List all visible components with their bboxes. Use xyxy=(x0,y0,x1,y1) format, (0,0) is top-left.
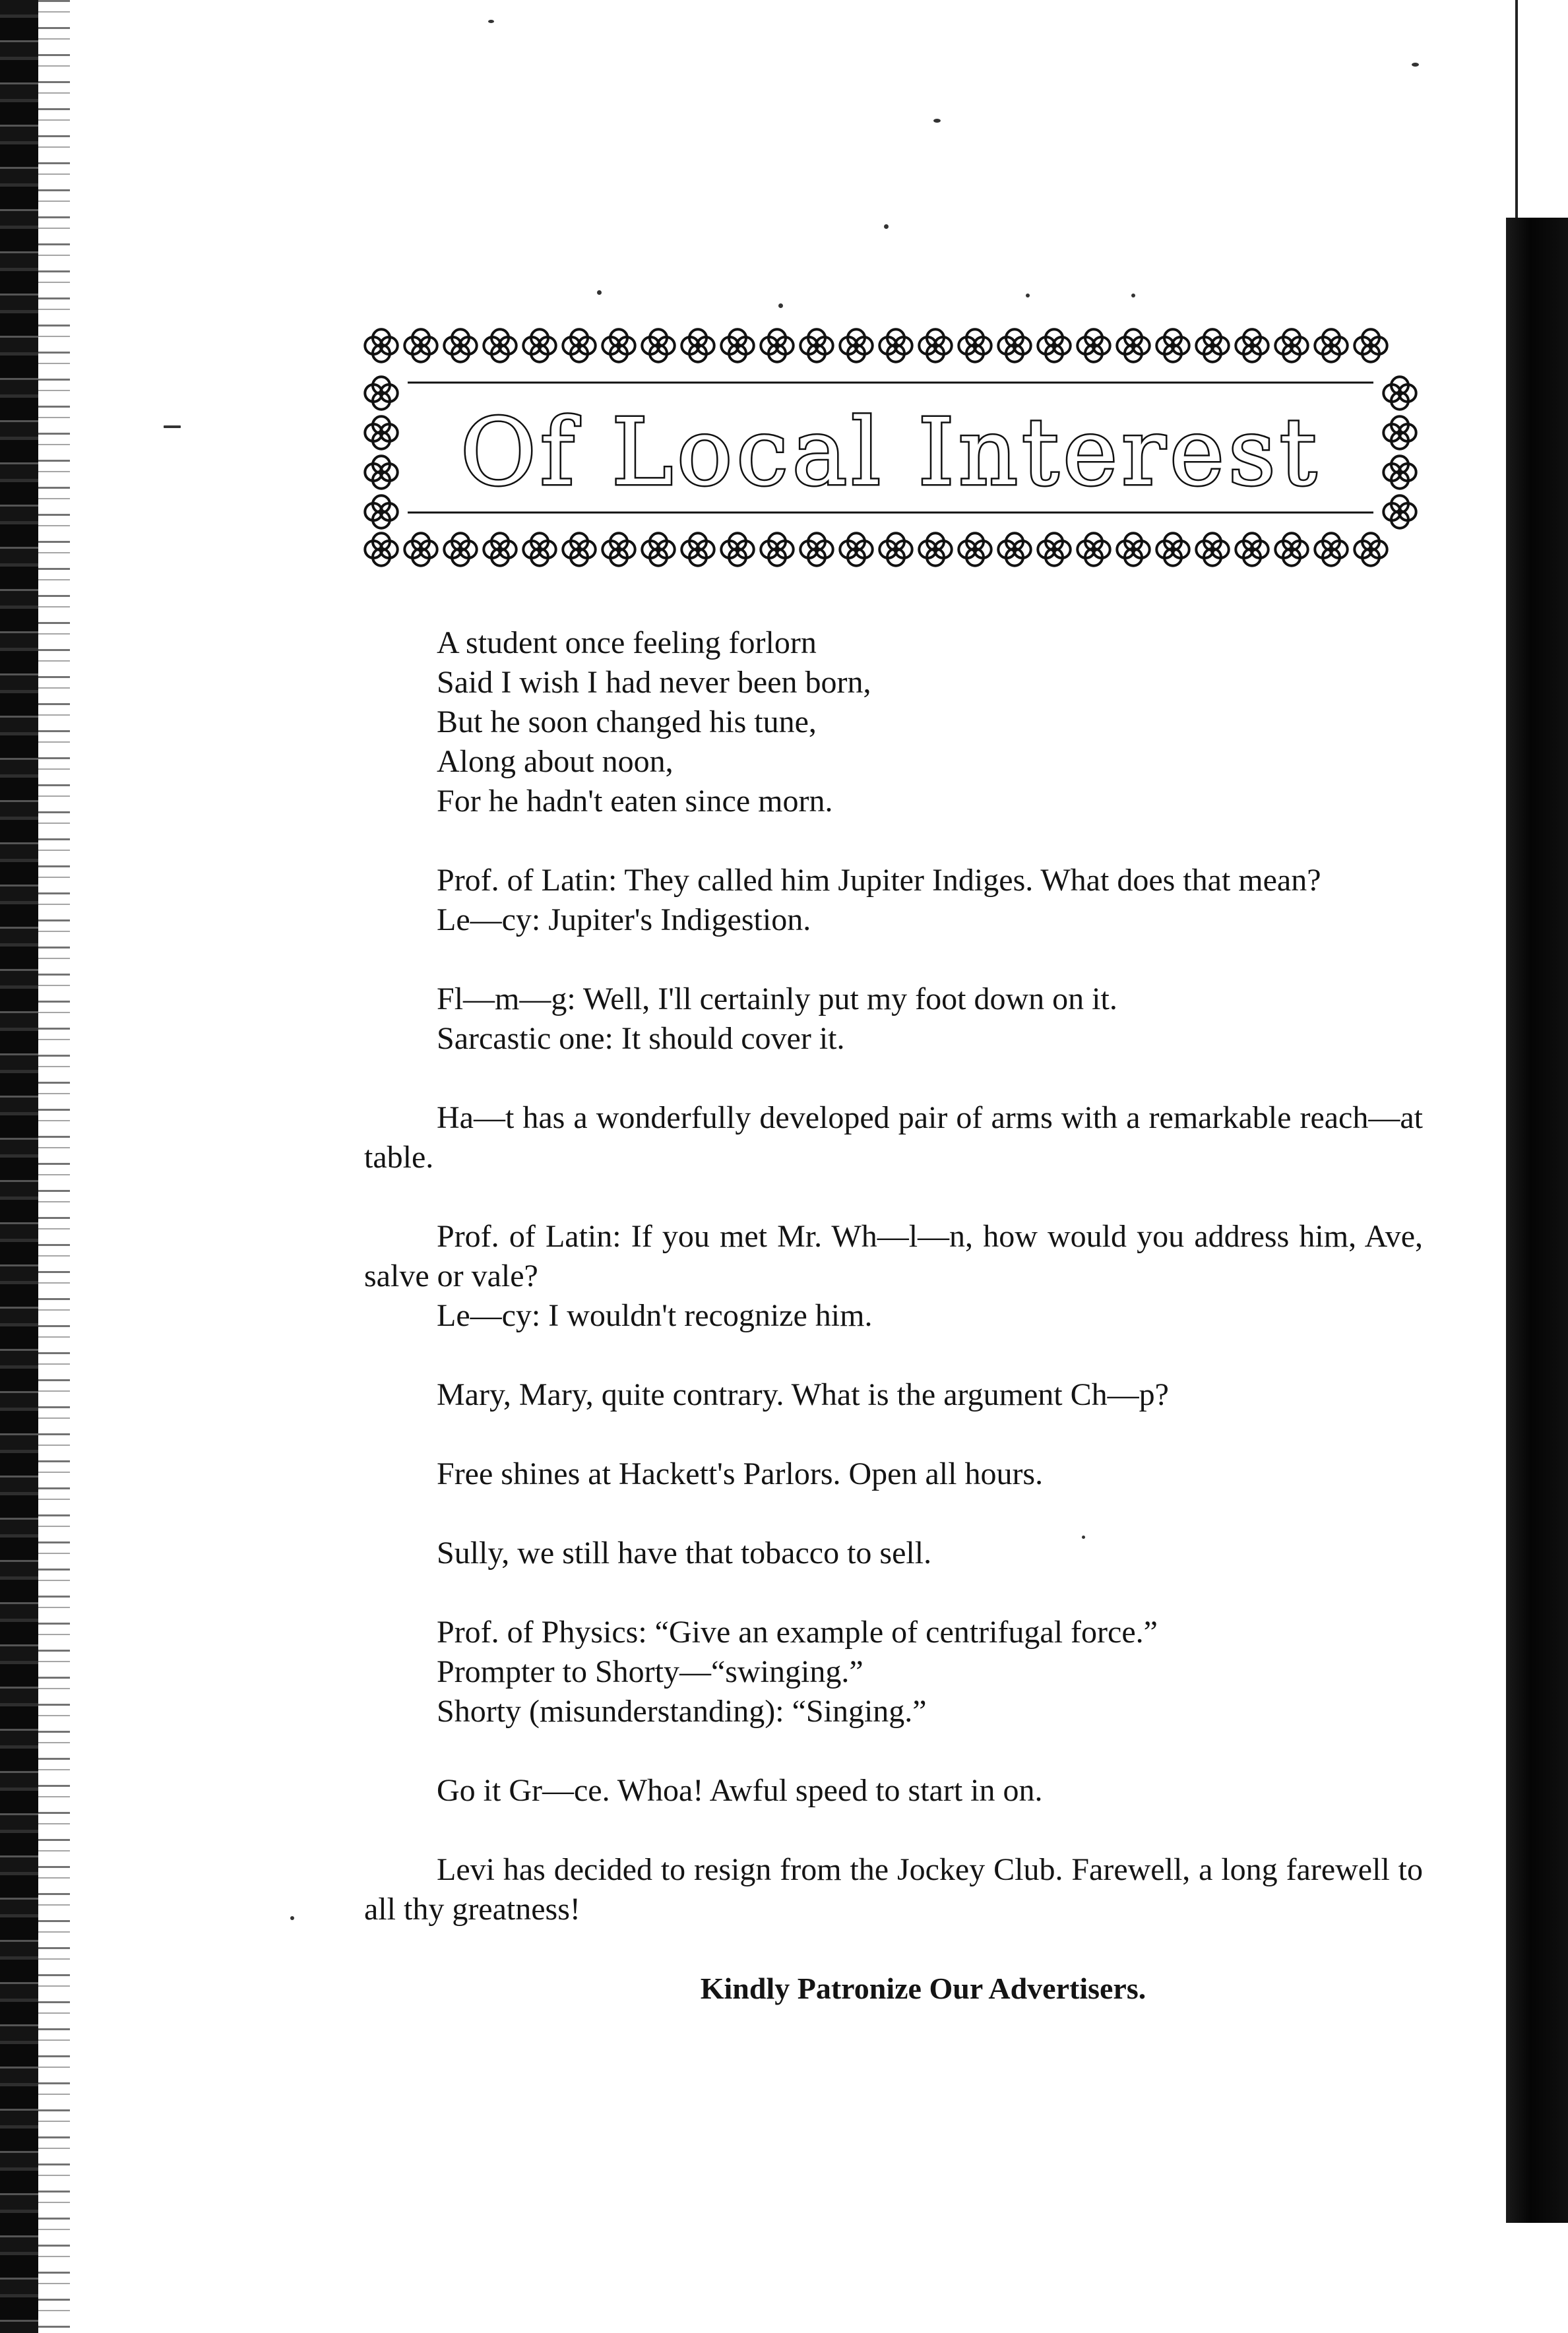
clover-ornament xyxy=(879,533,912,565)
limerick-line: For he hadn't eaten since morn. xyxy=(437,784,833,819)
print-speck xyxy=(488,20,494,23)
clover-ornament xyxy=(365,495,397,528)
print-speck xyxy=(884,224,889,229)
clover-ornament xyxy=(365,329,397,361)
clover-ornament xyxy=(1275,329,1307,361)
clover-ornament xyxy=(1038,533,1070,565)
clover-ornament xyxy=(721,329,753,361)
clover-ornament xyxy=(1236,533,1268,565)
print-speck xyxy=(1412,63,1419,67)
joke-line: Shorty (misunderstanding): “Singing.” xyxy=(437,1694,927,1729)
print-speck xyxy=(1131,294,1135,297)
joke-item xyxy=(364,1534,1423,1573)
joke-item xyxy=(364,1098,1423,1177)
clover-ornament xyxy=(484,533,516,565)
limerick xyxy=(364,623,1423,821)
clover-ornament xyxy=(563,329,595,361)
clover-ornament xyxy=(1077,329,1110,361)
page-binding-edge xyxy=(0,0,38,2333)
advertiser-notice: Kindly Patronize Our Advertisers. xyxy=(700,1972,1146,2005)
joke-line: Prof. of Latin: They called him Jupiter Indiges. What does that mean? xyxy=(437,863,1321,898)
clover-ornament xyxy=(1354,533,1387,565)
clover-ornament xyxy=(1117,329,1149,361)
clover-ornament xyxy=(404,533,437,565)
clover-ornament xyxy=(1038,329,1070,361)
joke-item xyxy=(364,1850,1423,1929)
clover-ornament xyxy=(1156,533,1189,565)
clover-ornament xyxy=(1236,329,1268,361)
joke-item xyxy=(364,861,1423,940)
clover-ornament xyxy=(1156,329,1189,361)
clover-ornament xyxy=(800,329,832,361)
print-speck xyxy=(164,425,181,428)
page-title: Of Local Interest xyxy=(460,399,1321,507)
clover-ornament xyxy=(800,533,832,565)
clover-ornament xyxy=(365,377,397,409)
print-speck xyxy=(778,303,783,308)
clover-ornament xyxy=(721,533,753,565)
clover-ornament xyxy=(1077,533,1110,565)
clover-ornament xyxy=(1354,329,1387,361)
joke-line: Go it Gr—ce. Whoa! Awful speed to start in on. xyxy=(437,1773,1043,1808)
clover-ornament xyxy=(642,329,674,361)
page-right-edge xyxy=(1506,218,1568,2223)
joke-line: Le—cy: I wouldn't recognize him. xyxy=(437,1298,873,1333)
joke-line: Prof. of Latin: If you met Mr. Wh—l—n, how would you address him, Ave, salve or vale? xyxy=(364,1219,1423,1293)
joke-item xyxy=(364,1217,1423,1336)
clover-ornament xyxy=(1275,533,1307,565)
page-right-rule xyxy=(1515,0,1518,224)
clover-ornament xyxy=(998,329,1030,361)
joke-line: Sarcastic one: It should cover it. xyxy=(437,1021,845,1056)
joke-line: Prompter to Shorty—“swinging.” xyxy=(437,1654,863,1689)
limerick-line: Along about noon, xyxy=(437,744,674,779)
clover-ornament xyxy=(1315,329,1347,361)
clover-ornament xyxy=(1196,533,1228,565)
joke-line: Free shines at Hackett's Parlors. Open all hours. xyxy=(437,1456,1044,1491)
joke-line: Ha—t has a wonderfully developed pair of arms with a remarkable reach—at table. xyxy=(364,1100,1423,1175)
clover-ornament xyxy=(1117,533,1149,565)
joke-line: Mary, Mary, quite contrary. What is the argument Ch—p? xyxy=(437,1377,1169,1412)
joke-line: Levi has decided to resign from the Jockey Club. Farewell, a long farewell to all thy greatness! xyxy=(364,1852,1423,1927)
clover-ornament xyxy=(444,533,476,565)
clover-ornament xyxy=(1383,377,1416,409)
clover-ornament xyxy=(1196,329,1228,361)
clover-ornament xyxy=(642,533,674,565)
clover-ornament xyxy=(998,533,1030,565)
limerick-line: But he soon changed his tune, xyxy=(437,704,817,739)
joke-item xyxy=(364,980,1423,1059)
clover-ornament xyxy=(840,329,872,361)
clover-ornament xyxy=(523,329,555,361)
clover-ornament xyxy=(484,329,516,361)
limerick-line: A student once feeling forlorn xyxy=(437,625,817,660)
joke-item xyxy=(364,1454,1423,1494)
clover-ornament xyxy=(444,329,476,361)
clover-ornament xyxy=(1383,495,1416,528)
clover-ornament xyxy=(879,329,912,361)
clover-ornament xyxy=(681,533,714,565)
joke-line: Fl—m—g: Well, I'll certainly put my foot down on it. xyxy=(437,981,1117,1016)
print-speck xyxy=(933,119,941,123)
clover-ornament xyxy=(919,533,951,565)
joke-line: Sully, we still have that tobacco to sell. xyxy=(437,1536,932,1571)
joke-item xyxy=(364,1613,1423,1731)
clover-ornament xyxy=(919,329,951,361)
joke-line: Prof. of Physics: “Give an example of centrifugal force.” xyxy=(437,1615,1158,1650)
article-body xyxy=(364,623,1423,2008)
clover-ornament xyxy=(958,533,991,565)
clover-ornament xyxy=(958,329,991,361)
print-speck xyxy=(290,1916,294,1920)
clover-ornament xyxy=(681,329,714,361)
clover-ornament xyxy=(404,329,437,361)
clover-ornament xyxy=(563,533,595,565)
print-speck xyxy=(1026,294,1030,297)
limerick-line: Said I wish I had never been born, xyxy=(437,665,871,700)
clover-ornament xyxy=(523,533,555,565)
clover-ornament xyxy=(761,329,793,361)
page-binding-shadow xyxy=(38,0,70,2333)
title-ornament-frame xyxy=(361,325,1420,571)
clover-ornament xyxy=(761,533,793,565)
joke-line: Le—cy: Jupiter's Indigestion. xyxy=(437,902,811,937)
clover-ornament xyxy=(602,533,635,565)
clover-ornament xyxy=(602,329,635,361)
clover-ornament xyxy=(840,533,872,565)
joke-item xyxy=(364,1771,1423,1811)
joke-item xyxy=(364,1375,1423,1415)
print-speck xyxy=(597,290,602,295)
clover-ornament xyxy=(1315,533,1347,565)
clover-ornament xyxy=(365,533,397,565)
